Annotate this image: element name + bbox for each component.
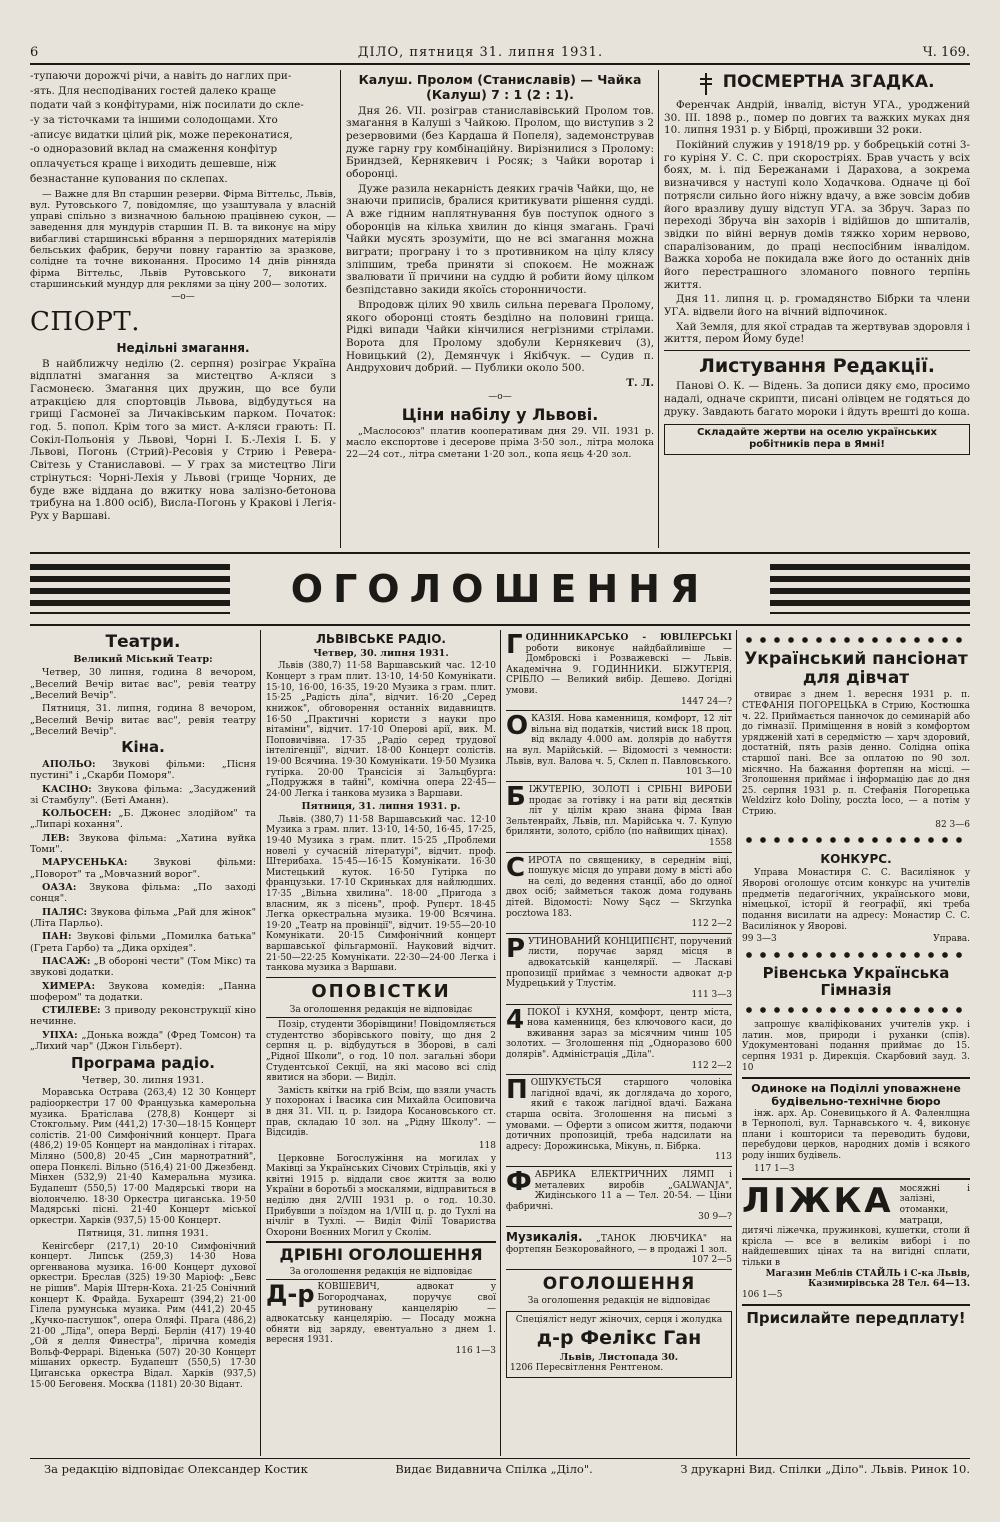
ad-amount: 112 2—2: [691, 1060, 732, 1071]
ad-initial: С: [506, 852, 526, 883]
doctor-footer: 1206 Пересвітлення Рентгеном.: [510, 1362, 664, 1373]
cinema-program: „Донька вожда" (Фред Томсон) та „Лихий чар" (Джон Гільберт).: [30, 1029, 256, 1053]
cinema-name: ХИМЕРА:: [42, 980, 96, 992]
divider: [266, 1279, 496, 1280]
ad-text: роботи виконує найдбайливіше — Домбровскі і Розважевскі — Львів. Академічна 9. ГОДИННИКИ. БІЖУТЕРІЯ, СРІБЛО — Великий вибір. Дешево. Догідні умови.: [506, 643, 732, 697]
cinema-program: Звукові фільми: „Пісня пустині" і „Скарби Поморя".: [30, 758, 256, 782]
cinema-program: Звукова фільма „Рай для жінок" (Літа Парльо).: [30, 906, 256, 929]
cinema-name: СТИЛЕВЕ:: [42, 1005, 101, 1017]
page-number: 6: [30, 45, 39, 61]
cinema-name: УПХА:: [42, 1029, 78, 1041]
ad-orphan: [506, 853, 732, 934]
beds-text: мосяжні і залізні, отоманки, матраци, дитячі ліжечка, пружинкові, кушетки, столи й крісла — все в великім виборі і по найдешевших цінах та на вигідні сплати, тільки в: [742, 1183, 970, 1268]
divider: [742, 1304, 970, 1306]
dr-initial: Д-р: [266, 1280, 315, 1309]
notice-item: Замість квітки на гріб Всім, що взяли участь у похоронах і Івасика син Михайла Осиповича в дня 31. VII. ц. р. Ізидора Косановського ст. прав, складаю 10 зол. на „Рідну Школу". — Відсидів.: [266, 1085, 496, 1139]
cinema-entry: [30, 1005, 256, 1028]
cinema-heading: Кіна.: [121, 738, 165, 757]
cinema-entry: [30, 931, 256, 954]
cinema-name: ПАСАЖ:: [42, 955, 91, 967]
ornament-border: [742, 834, 970, 846]
ad-text: „ТАНОК ЛЮБЧИКА" на фортепян Безкоровайного, — в продажі 1 зол.: [506, 1234, 732, 1255]
footer-publisher: Видає Видавнича Спілка „Діло".: [395, 1462, 593, 1476]
ad-text: ІЖУТЕРІЮ, ЗОЛОТІ і СРІБНІ ВИРОБИ продає за готівку і на рати від десятків літ у цілім краю знана фірма Іван Зельтенрайх, Львів, пл. Марійська ч. 7. Купую брилянти, золото, срібло (по найвищих цінах).: [506, 784, 732, 838]
cinema-entry: [30, 808, 256, 831]
match-p3: Впродовж цілих 90 хвиль сильна перевага Пролому, якого оборонці стоять безділно на половині грища. Рідкі випади Чайки кінчилися негрізними стрілами. Ворота для Пролому здобули Кернякевич (3), Новицький (2), Демянчук і Якібчук. — Судив п. Андрухович добрий. — Публики около 500.: [346, 298, 654, 375]
contest-amount: 99 3—3: [742, 934, 777, 945]
divider: [266, 1017, 496, 1018]
ad-initial: Г: [506, 630, 523, 660]
lviv-radio-heading: ЛЬВІВСЬКЕ РАДІО.: [315, 632, 446, 646]
cross-icon: [699, 73, 713, 95]
radio-day: Четвер, 30. липня 1931.: [82, 1075, 204, 1087]
cinema-program: Звукова фільма: „Засуджений зі Стамбулу". (Беті Аманн).: [30, 783, 256, 806]
small-ads-subheading: За оголошення редакція не відповідає: [289, 1266, 473, 1277]
obituary-p3: Дня 11. липня ц. р. громадянство Бібрки та члени УГА. відвели його на вічний відпочинок.: [664, 293, 970, 318]
contest-heading: КОНКУРС.: [820, 852, 892, 867]
ad-text: ОШУКУЄТЬСЯ старшого чоловіка лагідної вдачі, як доглядача до хорого, який є також лагідної вдачі. Бажана старша освіта. Зголошення на письмі з умовами. — Оферти з описом життя, подаючи дотичних пропозицій, треба надсилати на адресу: Дорожинська, Мікунь, п. Бібрка.: [506, 1078, 732, 1152]
theatre-line: Пятниця, 31. липня, година 8 вечором, „Веселий Вечір витає вас", ревія театру „Веселий Вечір".: [30, 703, 256, 737]
cinema-name: АПОЛЬО:: [42, 758, 96, 770]
text-line: оплачується краще і виходить дешевше, ніж: [30, 158, 277, 171]
ad-wanted: [506, 1075, 732, 1167]
divider: [266, 977, 496, 979]
donation-appeal: Складайте жертви на оселю українських робітників пера в Ямні!: [664, 424, 970, 454]
ornament-border: [742, 1004, 970, 1016]
theatre-subheading: Великий Міський Театр:: [73, 654, 213, 666]
text-line: -у за тісточками та іншими солодощами. Хто: [30, 114, 278, 127]
cinema-entry: [30, 907, 256, 930]
radio-text: Львів. (380,7) 11·58 Варшавський час. 12·10 Музика з грам. плит. 13·10, 14·50, 16·45, 17·25, 19·40 Музика з грам. плит. 15·25 „Проблеми новелі у сучасній літературі", відчит. проф. Штерибаха. 15·45—16·15 Комунікати. 16·30 Мистецький куток. 16·50 Гутірка по французьки. 17·10 Скриньках для найлюдших. 17·35 „Вільна хвилина". 18·00 „Пригода з власним, як з пісень", проф. Рупєрт. 18·45 Легка оркестральна музика. 19·00 Всячина. 19·20 „Театр на провінції", відчит. 19·55—20·10 Комунікати. 20·15 Симфонічний концерт варшавської фільгармонії. Науковий відчит. 21·50—22·25 Комунікати. 22·30—24·00 Легка і танкова музика з Варшави.: [266, 814, 496, 974]
ad-title: Музикалія.: [506, 1230, 583, 1245]
ad-amount: 112 2—2: [691, 919, 732, 930]
sport-heading: СПОРТ.: [30, 307, 140, 338]
text-line: -тупаючи дорожчі річи, а навіть до наглих при-: [30, 70, 292, 82]
beds-shop: Магазин Меблів СТАЙЛЬ і С-ка Львів, Казимирівська 28 Тел. 64—13.: [765, 1268, 970, 1290]
footer-printer: З друкарні Вид. Спілки „Діло". Львів. Ринок 10.: [680, 1462, 970, 1476]
ad-jewelry: [506, 782, 732, 853]
sport-subheading: Недільні змагання.: [116, 341, 250, 355]
ads-column-4: [742, 630, 970, 1456]
ad-initial: П: [506, 1075, 528, 1106]
contest-signature: Управа.: [933, 934, 970, 945]
beds-heading: ЛІЖКА: [742, 1183, 894, 1221]
page-footer: [44, 1462, 970, 1478]
letters-text: Панові О. К. — Відень. За дописи дяку ємо, просимо надалі, одначе скрипти, писані олівцем не годяться до друку. Завдають багато мороки і йдуть врешті до коша.: [664, 380, 970, 418]
ad-initial: Ф: [506, 1167, 532, 1198]
prices-text: „Маслосоюз" платив кооперативам дня 29. VII. 1931 р. масло експортове і десерове пріма 3·50 зол., літра молока 22—24 сот., літра сметани 1·20 зол., копа яєць 4·20 зол.: [346, 426, 654, 460]
ads-column-2: [266, 630, 496, 1456]
doctor-address: Львів, Листопада 30.: [559, 1351, 679, 1363]
notice-item: Позір, студенти Зборівщини! Повідомляється студентство зборівського повіту, що дня 2 серпня ц. р. відбудуться в Зборові, в салі „Рідної Школи", о год. 10 пол. загальні збори Студентської Секції, на які масово всі слід явитися на збори. — Виділ.: [266, 1020, 496, 1084]
cinema-entry: [30, 784, 256, 807]
ad-rooms: [506, 1005, 732, 1076]
ad-initial: 4: [506, 1004, 525, 1035]
lawyer-ad: КОВШЕВИЧ, адвокат у Богородчанах, поручує свої рутиновану канцелярію — адвокатську канцелярію. — Посаду можна обняти від заряду, евентуально з днем 1. вересня 1931.: [266, 1282, 496, 1346]
lawyer-ad-amount: 116 1—3: [455, 1346, 496, 1357]
banner-stripes-left: [30, 564, 230, 614]
ad-text: КАЗІЯ. Нова каменниця, комфорт, 12 літ вільна від податків, чистий виск 18 проц. від вкладу 4.000 ам. долярів до набуття на вул. Марійській. — Відомості з чемности: Львів, вул. Валова ч. 5, Склеп п. Павловського.: [506, 714, 732, 767]
ads-banner: [30, 556, 970, 622]
cinema-program: З приводу реконструкції кіно нечинне.: [30, 1005, 256, 1028]
bureau-amount: 117 1—3: [754, 1163, 795, 1174]
obituary-p1: Ференчак Андрій, інвалід, вістун УГА., уроджений 30. III. 1898 р., помер по довгих та важких муках дня 10. липня 1931 р. у Бібрці, проживши 32 роки.: [664, 99, 970, 137]
text-line: -аписує видатки цілий рік, може переконатися,: [30, 128, 293, 141]
pension-text: отвирає з днем 1. вересня 1931 р. п. СТЕФАНІЯ ПОГОРЕЦЬКА в Стрию, Костюшка ч. 22. Приймається панночок до семинарій або до гімназії. Приміщення в новій з комфортом урядженій хаті в середмістю — харч здоровий, достатній, пять разів денно. Солідна опіка старшої пані. Все за оплатою по 90 зол. місячно. На бажання фортепян на місці. — Зголошення приймає і інформацію дає до дня 25. серпня 1931 р. п. Стефанія Погорецька Weldzirz koło Doliny, poczta loco, — а потім у Стрию.: [742, 690, 970, 818]
match-heading: Калуш. Пролом (Станиславів) — Чайка (Калуш) 7 : 1 (2 : 1).: [358, 72, 642, 103]
banner-stripes-right: [770, 564, 970, 614]
ads-column-3: [506, 630, 732, 1456]
ad-music: [506, 1227, 732, 1270]
doctor-ad: [506, 1311, 732, 1378]
beds-ad: [742, 1184, 970, 1301]
ad-occasion: [506, 711, 732, 782]
cinema-program: Звукові фільми: „Поворот" та „Мовчазний ворог".: [30, 857, 256, 880]
match-p2: Дуже разила некарність деяких грачів Чайки, що, не знаючи приписів, бралися критикувати рішення судді. А вже гідним наплятнування був поступок одного з оборонців на кілька хвилин до кінця змагань. Грачі Чайки мусять зрозуміти, що не всі змагання можна виграти; програну і то з противником на цілу клясу зліпшим, треба приняти зі спокоєм. Не можнаж звалювати її причини на суддю й робити йому цілком безпідставно закиди якоїсь сторонничости.: [346, 182, 654, 297]
notices-subheading: За оголошення редакція не відповідає: [289, 1004, 473, 1015]
radio-program-text: Кенігсберг (217,1) 20·10 Симфонічний концерт. Липськ (259,3) 14·30 Нова оргенванова музика. 16·00 Концерт духової оркестри. Бреслав (325) 19·30 Маріоф: „Бевс не рішив". Марія Штерн-Коха. 21·25 Сонічний концерт К. Фрайда. Бухарешт (394,2) 21·00 Гілела румунська музика. Рим (441,2) 20·45 „Кучко-пастушок", опера Оляфі. Прага (486,2) 21·00 „Ліда", опера Верді. Берлін (417) 19·40 „Ой я делля Финестра", лірична комедія Вольф-Феррарі. Віденька (507) 20·30 Концерт мішаних оркестр. Будапешт (550,5) 17·30 Циганська оркестра Відал. Харків (937,5) 15·00 Беговеня. Москва (1181) 20·30 Відант.: [30, 1241, 256, 1390]
ad-amount: 113: [714, 1152, 732, 1163]
ad-watchmaker: [506, 630, 732, 711]
page-header: [30, 44, 970, 62]
column-divider: [340, 70, 341, 548]
cinema-name: ОАЗА:: [42, 882, 77, 894]
cinema-list: [30, 759, 256, 1053]
theatre-line: Четвер, 30 липня, година 8 вечором, „Веселий Вечір витає вас", ревія театру „Веселий Вечір".: [30, 667, 256, 701]
masthead-line: ДІЛО, пятниця 31. липня 1931.: [357, 45, 604, 61]
cinema-entry: [30, 833, 256, 856]
footer-editor: За редакцію відповідає Олександер Костик: [44, 1462, 308, 1476]
ads-subheading: ОГОЛОШЕННЯ: [542, 1273, 696, 1294]
ad-text: ПОКОЇ і КУХНЯ, комфорт, центр міста, нова каменниця, без ключового каси, до вживання зараз за місячним чинш 105 золотих. — Зголошення під „Одноразово 600 долярів". Адміністрація „Діла".: [506, 1007, 732, 1060]
ads-disclaimer: За оголошення редакція не відповідає: [527, 1295, 711, 1306]
text-line: безнастанне купования по склепах.: [30, 172, 228, 185]
bureau-text: інж. арх. Ар. Соневицького й А. Фаленлщна в Тернополі, вул. Тарнавського ч. 4, виконує плани і кошториси та переводить будови, перебудови церков, народних домів і всякого роду інших будівель.: [742, 1108, 970, 1162]
ad-clerk: [506, 934, 732, 1005]
cinema-name: КАСІНО:: [42, 783, 92, 795]
radio-program-heading: Програма радіо.: [70, 1054, 216, 1073]
cinema-name: КОЛЬОСЕН:: [42, 808, 112, 820]
doctor-specialty: Спеціяліст недуг жіночих, серця і жолудка: [515, 1314, 723, 1325]
cinema-name: ЛЕВ:: [42, 832, 70, 844]
cinema-program: Звукові фільми „Помилка батька" (Грета Гарбо) та „Дика орхідея".: [30, 931, 256, 954]
issue-number: Ч. 169.: [922, 45, 970, 61]
ad-amount: 101 3—10: [685, 767, 732, 778]
ad-amount: 1558: [709, 837, 732, 848]
column-divider: [260, 630, 261, 1456]
cinema-entry: [30, 882, 256, 905]
cinema-program: Звукова фільма: „По заході сонця".: [30, 882, 256, 905]
ad-title: ОДИННИКАРСЬКО - ЮВІЛЕРСЬКІ: [525, 633, 732, 643]
divider: [266, 1241, 496, 1243]
ad-initial: О: [506, 711, 529, 742]
text-line: подати чай з конфітурами, ніж посилати до скле-: [30, 99, 304, 112]
obituary-p2: Покійний служив у 1918/19 рр. у бобрецькій сотні 3-го куріня У. С. С. при скоростріях. Брав участь у всіх боях, м. і. під Бережанами і Дарахова, а зокрема визначився у наступі коло Ходачкова. Одначе ці бої потрясли сильно його ніжну вдачу, а вже зовсім добив його вразливу душу відступ УГА. за Збруч. Зараз по переході Збруча він захорів і відійшов до шпиталів, звідки по війні вернув домів тяжко хорим нервово, спаралізованим, до праці неспосібним інвалідом. Важка хороба не покидала вже його до останніх днів його перестрашного зломаного повного терпінь життя.: [664, 139, 970, 291]
ad-text: УТИНОВАНИЙ КОНЦИПІЄНТ, поручений листи, поручає заряд місця в адвокатській канцелярії. — Ласкаві пропозиції приймає з чемности адвокат д-р Мудрецький у Тлустім.: [506, 936, 732, 990]
ad-lamps: [506, 1167, 732, 1227]
header-rule: [30, 63, 970, 65]
cinema-program: „Б. Джонес злодійом" та „Липарі кохання".: [30, 808, 256, 831]
cinema-name: ПАН:: [42, 931, 72, 943]
bureau-heading: Одиноке на Поділлі уповажнене будівельно-технічне бюро: [751, 1081, 961, 1108]
column-divider: [736, 630, 737, 1456]
ornament-border: [742, 634, 970, 646]
ad-amount: 107 2—5: [691, 1255, 732, 1266]
cinema-program: Звукова комедія: „Панна шофером" та додатки.: [30, 980, 256, 1003]
divider: [664, 350, 970, 351]
divider: [742, 1077, 970, 1079]
notice-item: Церковне Богослужіння на могилах у Маківці за Українських Січових Стрільців, які у квітні 1915 р. віддали своє життя за волю України в боротьбі з москалями, відправиться в неділю дня 2/VIII 1931 р. о год. 10.30. Прибувши з поїздом на 1/VIII ц. р. до Тухлі на нічліг в Тухлі. — Виділ Філії Товариства Охорони Воєнних Могил у Сколім.: [266, 1153, 496, 1238]
ad-initial: Б: [506, 781, 526, 812]
cinema-entry: [30, 857, 256, 880]
obituary-p4: Хай Земля, для якої страдав та жертвував здоровля і життя, пером Йому буде!: [664, 320, 970, 346]
radio-day: Пятниця, 31. липня 1931.: [77, 1228, 209, 1240]
match-signature: Т. Л.: [626, 376, 654, 389]
ad-amount: 1447 24—?: [680, 696, 732, 707]
subscribe-appeal: Присилайте передплату!: [746, 1308, 966, 1327]
ads-column-1: [30, 630, 256, 1456]
small-ads-heading: ДРІБНІ ОГОЛОШЕННЯ: [279, 1244, 483, 1264]
ad-text: ИРОТА по священику, в середнім віці, пошукує місця до управи дому в місті або на селі, до ведення станції, або до одної двох осіб; займеться також дома годувань дітей. Відомості: Nowy Sącz — Skrzynka pocztowa 183.: [506, 855, 732, 919]
sport-text: В найближчу неділю (2. серпня) розіграє Україна відплатні змагання за мистецтво А-кляси з Гасмонеєю. Змагання цих дружин, що все були атракцією для спортовців Львова, відбудуться на грищі Гасмонеї за Личаківським парком. Початок: год. 5. попол. Крім того за мист. А-кляси грають: П. Сокіл-Польонія у Львові, Чорні І. Б.-Лехія І. Б. у Львові, Погонь (Стрий)-Ресовія у Стрию і Ревера-Світезь у Станиславові. — У грах за мистецтво Ліги стрінуться: Чорні-Лехія у Львові (грище Чорних, де буде вже віддана до вжитку нова залізно-бетонова трибуна на 1.800 осіб), Висла-Погонь у Кракові і Легія-Рух у Варшаві.: [30, 357, 336, 522]
cinema-entry: [30, 956, 256, 979]
ads-banner-title: ОГОЛОШЕННЯ: [290, 567, 710, 611]
notices-heading: ОПОВІСТКИ: [311, 981, 451, 1003]
radio-day: Четвер, 30. липня 1931.: [313, 648, 449, 660]
theatre-heading: Театри.: [105, 632, 181, 652]
radio-text: Львів (380,7) 11·58 Варшавський час. 12·10 Концерт з грам плит. 13·10, 14·50 Комунікати. 15·10, 16·00, 16·35, 19·20 Музика з грам. плит. 15·25 „Радість діла", відчит. 16·20 „Серед книжок", обговорення останніх видавництв. 16·50 „Практичні користи з науки про вітаміни", відчит. 17·10 Оперові арії, вик. М. Поповичівна. 17·35 „Радіо серед трудової інтелігенції", відчит. 18·00 Концерт солістів. 19·00 Всячина. 19·30 Комунікати. 19·50 Музика гутірка. 20·00 Трансісія зі Зальцбурга: „Подружжя в тайні", комічна опера 22·45—24·00 Легка і танкова музика з Варшави.: [266, 661, 496, 799]
cinema-program: „В обороні чести" (Том Мікс) та звукові додатки.: [30, 955, 256, 979]
cinema-entry: [30, 759, 256, 782]
ad-amount: 111 3—3: [691, 989, 732, 1000]
cinema-program: Звукова фільма: „Хатина вуйка Toми".: [30, 832, 256, 856]
gymnasium-text: запрошує кваліфікованих учителів укр. і латин. мов, природи і руханки (спів). Удокументовані подання приймає до 15. серпня 1931 р. Дирекція. Скарбовий зауд. 3. 10: [742, 1020, 970, 1073]
text-line: -о одноразовий вклад на смаження конфітур: [30, 143, 278, 156]
pension-amount: 82 3—6: [935, 819, 970, 830]
obituary-heading: ПОСМЕРТНА ЗГАДКА.: [722, 72, 935, 92]
column-1: -тупаючи дорожчі річи, а навіть до наглих при- -ять. Для несподіваних гостей далеко краще подати чай з конфітурами, ніж посилати до скле- -у за тісточками та іншими солодощами. Хто -аписує видатки цілий рік, може переконатися, -о одноразовий вклад на смаження конфітур оплачується краще і виходить дешевше, ніж безнастанне купования по склепах. — Важне для Вп старшин резерви. Фірма Віттельс, Львів, вул. Рутовського 7, повідомляє, що узаштувала у власній управі спільно з визначною бальною працівнею сукон, — заведення для мундурів старшин П. В. та виконує на міру вибагливі старшинські вбрання з першорядних матеріялів бельських фабрик, беручи повну гарантію за зразкове, солідне та точне виконання. Просимо 14 днів рінняда фірма Віттельс, Львів Рутовського 7, виконати старшинський мундур для реклями за ціну 200— золотих. —o— СПОРТ. Недільні змагання. В найближчу неділю (2. серпня) розіграє Україна відплатні змагання за мистецтво А-кляси з Гасмонеєю. Змагання цих дружин, що все були атракцією для спортовців Львова, відбудуться на грищі Гасмонеї за Личаківським парком. Початок: год. 5. попол. Крім того за мист. А-кляси грають: П. Сокіл-Польонія у Львові, Чорні І. Б.-Лехія І. Б. у Львові, Погонь (Стрий)-Ресовія у Стрию і Ревера-Світезь у Станиславові. — У грах за мистецтво Ліги стрінуться: Чорні-Лехія у Львові (грище Чорних, де буде вже віддана до вжитку нова залізно-бетонова трибуна на 1.800 осіб), Висла-Погонь у Кракові і Легія-Рух у Варшаві.: [30, 70, 336, 522]
gymnasium-heading: Рівенська Українська Гімназія: [762, 963, 950, 1000]
cinema-name: МАРУСЕНЬКА:: [42, 857, 128, 869]
beds-amount: 106 1—5: [742, 1289, 783, 1300]
radio-program-text: Моравська Острава (263,4) 12 30 Концерт радіооркестри 17 00 Французька камерольна музика. Братіслава (278,8) Концерт зі Стокгольму. Рим (441,2) 17·30—18·15 Концерт солістів. 21·00 Симфонічний концерт. Прага (486,2) 19·05 Концерт на мандолінах і гітарах. Міляно (500,8) 20·45 „Син марнотратний", опера Понкєлі. Вільно (516,4) 21·00 Джезбенд. Мінхен (532,9) 21·40 Камеральна музика. Будапешт (550,5) 17·00 Мадярські твори на віолончелю. 18·30 Оркестра циганська. 19·50 Мадярські пісні. 21·40 Концерт міської оркестри. Харків (937,5) 15·00 Концерт.: [30, 1088, 256, 1226]
contest-text: Управа Монастиря С. С. Василіянок у Яворові оголошує отсим конкурс на учителів предметів педагогічних, українського мови, німецької, історії й географії, які треба подання висилати на адресу: Монастир С. С. Василіянок у Яворові.: [742, 868, 970, 932]
ornament-border: [742, 949, 970, 961]
ad-amount: 30 9—?: [698, 1212, 732, 1223]
notice-amount: 118: [478, 1140, 496, 1151]
prices-heading: Ціни набілу у Львові.: [401, 404, 599, 424]
letters-heading: Листування Редакції.: [699, 355, 935, 378]
pension-heading: Український пансіонат для дівчат: [744, 649, 968, 688]
match-p1: Дня 26. VII. розіграв станиславівський Пролом тов. змагання в Калуші з Чайкою. Пролом, що виступив з 2 резервовими (без Кардаша й Попеля), задемонстрував дуже гарну гру комбінаційну. Вирізнилися з Пролому: Бриндзей, Кернякевич і Росяк; з Чайки воротар і оборонці.: [346, 104, 654, 180]
column-divider: [500, 630, 501, 1456]
cinema-entry: [30, 981, 256, 1004]
footer-rule: [30, 1458, 970, 1459]
cinema-name: ПАЛЯС:: [42, 906, 87, 918]
divider: [742, 1178, 970, 1180]
ad-initial: Р: [506, 933, 526, 964]
column-3: [664, 70, 970, 548]
column-2: Калуш. Пролом (Станиславів) — Чайка (Калуш) 7 : 1 (2 : 1). Дня 26. VII. розіграв станиславівський Пролом тов. змагання в Калуші з Чайкою. Пролом, що виступив з 2 резервовими (без Кардаша й Попеля), задемонстрував дуже гарну гру комбінаційну. Вирізнилися з Пролому: Бриндзей, Кернякевич і Росяк; з Чайки воротар і оборонці. Дуже разила некарність деяких грачів Чайки, що, не знаючи приписів, бралися критикувати рішення судді. А вже гідним наплятнування був поступок одного з оборонців на кілька хвилин до кінця змагань. Грачі Чайки мусять зрозуміти, що не всі змагання можна виграти; програну і то з противником на цілу клясу зліпшим, треба приняти зі спокоєм. Не можнаж звалювати її причини на суддю й робити йому цілком безпідставно закиди якоїсь сторонничости. Впродовж цілих 90 хвиль сильна перевага Пролому, якого оборонці стоять безділно на половині грища. Рідкі випади Чайки кінчилися негрізними стрілами. Ворота для Пролому здобули Кернякевич (3), Новицький (2), Демянчук і Якібчук. — Судив п. Андрухович добрий. — Публики около 500. Т. Л. —o— Ціни набілу у Львові. „Маслосоюз" платив кооперативам дня 29. VII. 1931 р. масло експортове і десерове пріма 3·50 зол., літра молока 22—24 сот., літра сметани 1·20 зол., копа яєць 4·20 зол.: [346, 72, 654, 460]
banner-bottom-rule: [30, 624, 970, 626]
tailor-notice: — Важне для Вп старшин резерви. Фірма Віттельс, Львів, вул. Рутовського 7, повідомляє, що узаштувала у власній управі спільно з визначною бальною працівнею сукон, — заведення для мундурів старшин П. В. та виконує на міру вибагливі старшинські вбрання з першорядних матеріялів бельських фабрик, беручи повну гарантію за зразкове, солідне та точне виконання. Просимо 14 днів рінняда фірма Віттельс, Львів Рутовського 7, виконати старшинський мундур для реклями за ціну 200— золотих.: [30, 188, 336, 290]
banner-top-rule: [30, 552, 970, 554]
column-divider: [658, 70, 659, 548]
cinema-entry: [30, 1030, 256, 1053]
text-line: -ять. Для несподіваних гостей далеко краще: [30, 84, 277, 97]
radio-day: Пятниця, 31. липня 1931. р.: [301, 801, 461, 813]
ad-text: АБРИКА ЕЛЕКТРИЧНИХ ЛЯМП і металевих виробів „GALWANJA", Жидінського 11 а — Тел. 20-54. — Ціни фабричні.: [506, 1170, 732, 1212]
doctor-name: д-р Фелікс Ган: [536, 1327, 702, 1350]
